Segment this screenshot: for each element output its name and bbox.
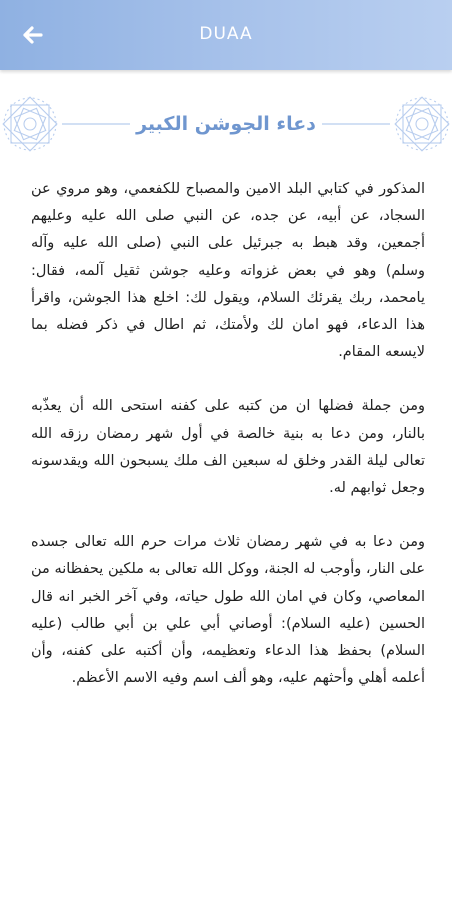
app-bar: [0, 0, 452, 70]
dua-description: [31, 176, 425, 719]
paragraph: المذكور في كتابي البلد الامين والمصباح للكفعمي، وهو مروي عن السجاد، عن أبيه، عن جده، عن النبي صلى الله عليه وعليهم أجمعين، وقد هبط به جبرئيل على النبي (صلى الله عليه وآله وسلم) وهو في بعض غزواته وعليه جوشن ثقيل آلمه، فقال: يامحمد، ربك يقرئك السلام، ويقول لك: اخلع هذا الجوشن، واقرأ هذا الدعاء، فهو امان لك ولأمتك، ثم اطال في ذكر فضله بما لايسعه المقام.: [31, 181, 425, 361]
paragraph: ومن جملة فضلها ان من كتبه على كفنه استحى الله أن يعذّبه بالنار، ومن دعا به بنية خالصة في أول شهر رمضان رزقه الله تعالى ليلة القدر وخلق له سبعين الف ملك يسبحون الله ويقدسونه وجعل ثوابهم له.: [31, 398, 425, 497]
paragraph: ومن دعا به في شهر رمضان ثلاث مرات حرم الله تعالى جسده على النار، وأوجب له الجنة، ووكل الله تعالى به ملكين يحفظانه من المعاصي، وكان في امان الله طول حياته، وفي آخر الخبر انه قال الحسين (عليه السلام): أوصاني أبي علي بن أبي طالب (عليه السلام) بحفظ هذا الدعاء وتعظيمه، وأن أكتبه على كفنه، وأن أعلمه أهلي وأحثهم عليه، وهو ألف اسم وفيه الاسم الأعظم.: [31, 534, 425, 687]
dua-title: دعاء الجوشن الكبير: [136, 113, 316, 135]
app-title: DUAA: [199, 24, 253, 44]
